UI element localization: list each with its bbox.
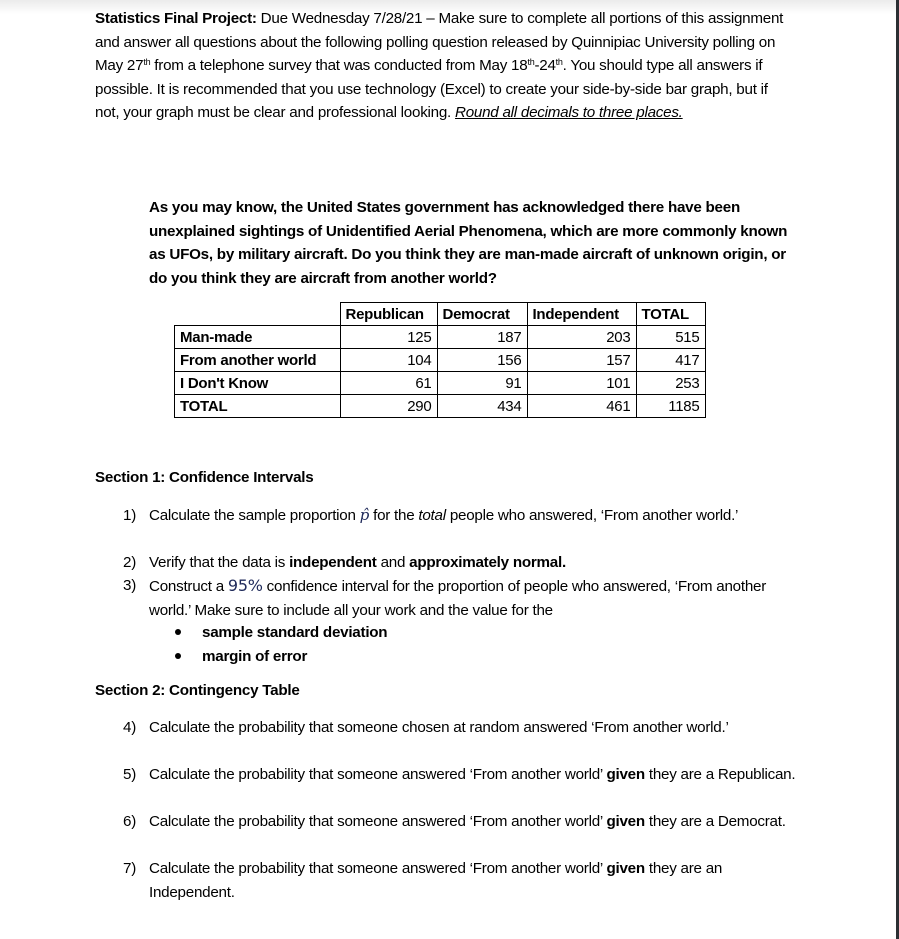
emphasis: total <box>418 507 446 524</box>
table-cell: 1185 <box>636 395 705 418</box>
intro-text: Due Wednesday 7/28/21 – Make sure to complete all portions of this assignment and answer all questions about the following polling question released by Quinnipiac University polling on May 27 <box>95 10 784 75</box>
bullet-text: margin of error <box>202 648 308 665</box>
row-label: I Don't Know <box>175 372 341 395</box>
rounding-note: Round all decimals to three places. <box>455 104 683 122</box>
item-text <box>149 763 799 787</box>
section-2-title: Section 2: Contingency Table <box>95 682 300 699</box>
item-number: 5) <box>123 766 137 783</box>
table-cell: 187 <box>437 326 527 349</box>
item-number: 1) <box>123 507 137 524</box>
text: Calculate the sample proportion <box>149 507 360 524</box>
bullet-text: sample standard deviation <box>202 624 388 641</box>
superscript: th <box>555 57 563 68</box>
intro-text: . You should type all answers if possible. It is recommended that you use technology (Excel) to create your side-by-side bar graph, but if not, your graph must be clear and professional looking. <box>95 57 768 122</box>
p-hat-symbol: p̂ <box>359 506 370 524</box>
column-header: TOTAL <box>636 303 705 326</box>
bullet-icon <box>175 629 181 635</box>
column-header: Democrat <box>437 303 527 326</box>
item-number: 4) <box>123 719 137 736</box>
item-text: Calculate the probability that someone chosen at random answered ‘From another world.’ <box>149 719 729 736</box>
intro-text: from a telephone survey that was conducted from May 18 <box>150 57 528 75</box>
item-number: 6) <box>123 813 137 830</box>
item-text <box>149 857 799 904</box>
item-text <box>149 574 799 622</box>
text: and <box>376 554 410 571</box>
table-cell: 203 <box>527 326 636 349</box>
text: they are a Democrat. <box>644 813 786 830</box>
table-cell: 461 <box>527 395 636 418</box>
bullet-icon <box>175 653 181 659</box>
item-text <box>149 551 799 575</box>
text: Verify that the data is <box>149 554 290 571</box>
table-row <box>175 395 706 418</box>
text: for the <box>369 507 419 524</box>
item-number: 7) <box>123 860 137 877</box>
table-cell: 104 <box>340 349 437 372</box>
table-row <box>175 326 706 349</box>
text: they are a Republican. <box>644 766 796 783</box>
contingency-table <box>174 302 706 418</box>
table-cell: 157 <box>527 349 636 372</box>
table-row <box>175 349 706 372</box>
emphasis: given <box>606 766 645 783</box>
project-title: Statistics Final Project: <box>95 10 257 27</box>
item-number: 2) <box>123 554 137 571</box>
column-header: Independent <box>527 303 636 326</box>
item-number: 3) <box>123 577 137 594</box>
row-label: Man-made <box>175 326 341 349</box>
emphasis: given <box>606 813 645 830</box>
table-cell: 91 <box>437 372 527 395</box>
table-cell: 417 <box>636 349 705 372</box>
table-cell: 290 <box>340 395 437 418</box>
table-cell: 434 <box>437 395 527 418</box>
text: Calculate the probability that someone answered ‘From another world’ <box>149 813 607 830</box>
text: Calculate the probability that someone answered ‘From another world’ <box>149 766 607 783</box>
intro-text: -24 <box>534 57 556 75</box>
table-cell: 101 <box>527 372 636 395</box>
text: confidence interval for the proportion of people who answered, ‘From another world.’ Make sure to include all your work and the value for the <box>149 578 767 619</box>
item-text <box>149 810 799 834</box>
table-cell: 515 <box>636 326 705 349</box>
table-header-row <box>175 303 706 326</box>
table-cell: 125 <box>340 326 437 349</box>
emphasis: given <box>606 860 645 877</box>
text: Construct a <box>149 578 228 595</box>
superscript: th <box>143 57 151 68</box>
table-corner <box>175 303 341 326</box>
text: they are an Independent. <box>149 860 723 901</box>
emphasis: independent <box>289 554 377 571</box>
table-row <box>175 372 706 395</box>
column-header: Republican <box>340 303 437 326</box>
superscript: th <box>527 57 535 68</box>
table-cell: 156 <box>437 349 527 372</box>
confidence-level: 95% <box>227 576 263 595</box>
table-cell: 61 <box>340 372 437 395</box>
poll-question: As you may know, the United States government has acknowledged there have been unexplained sightings of Unidentified Aerial Phenomena, which are more commonly known as UFOs, by military aircraft. Do you think they are man-made aircraft of unknown origin, or do you think they are aircraft from another world? <box>149 199 788 287</box>
intro-paragraph <box>95 7 795 125</box>
text: Calculate the probability that someone answered ‘From another world’ <box>149 860 607 877</box>
section-1-title: Section 1: Confidence Intervals <box>95 469 314 486</box>
emphasis: approximately normal. <box>409 554 566 571</box>
text: people who answered, ‘From another world.’ <box>445 507 739 524</box>
table-cell: 253 <box>636 372 705 395</box>
row-label: TOTAL <box>175 395 341 418</box>
row-label: From another world <box>175 349 341 372</box>
item-text <box>149 504 799 528</box>
